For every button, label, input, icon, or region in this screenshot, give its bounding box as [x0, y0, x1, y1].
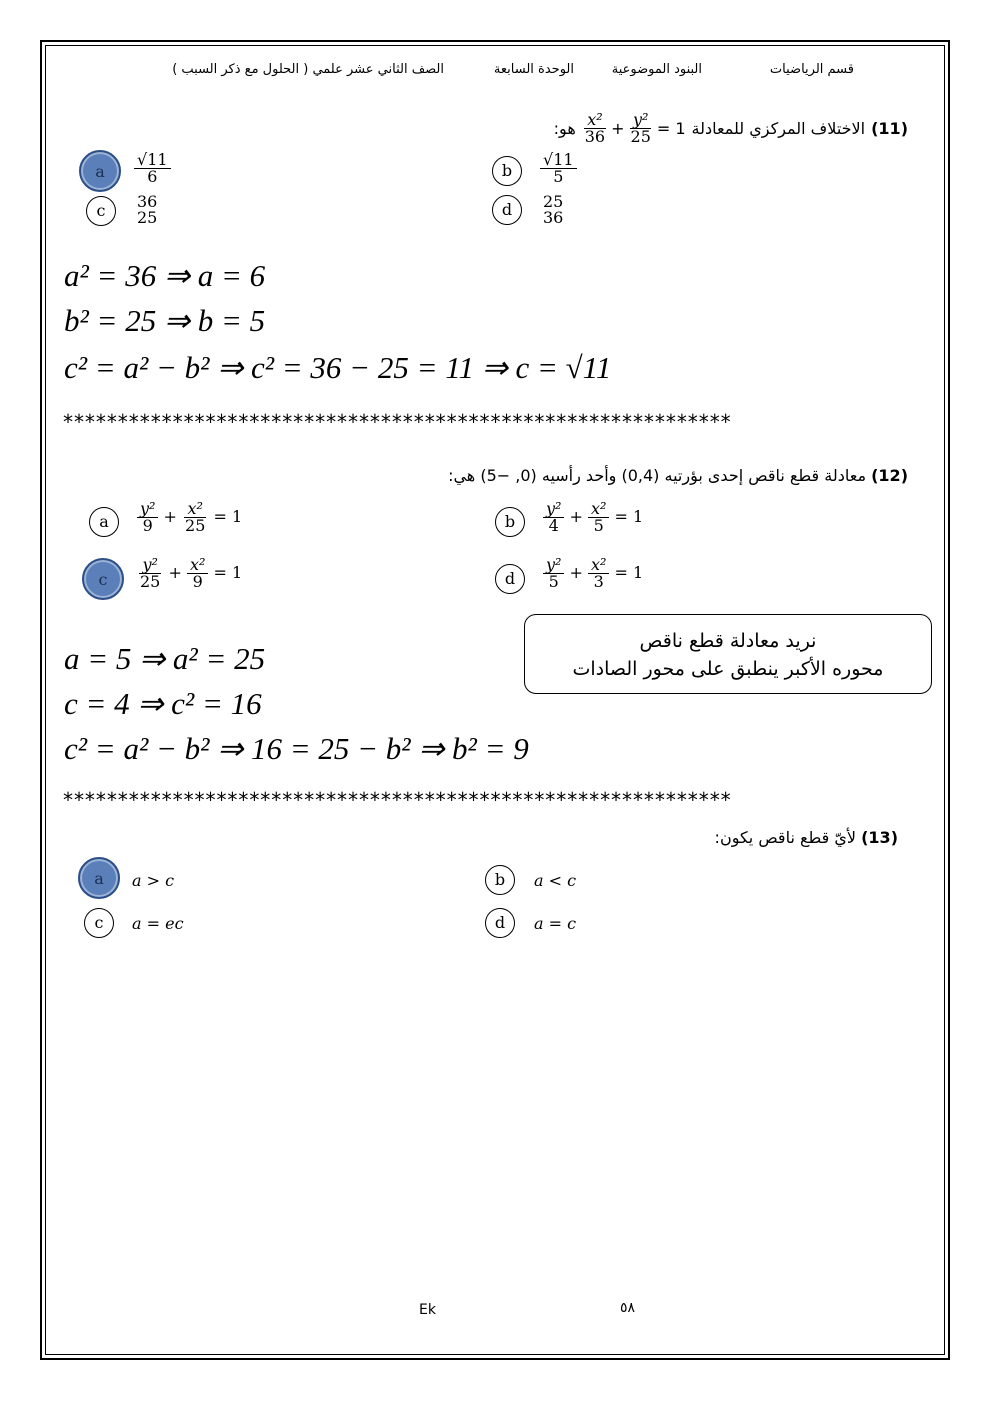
solution-line: c = 4 ⇒ c² = 16: [64, 686, 262, 721]
option-d-circle[interactable]: d: [485, 908, 515, 938]
question-text: معادلة قطع ناقص إحدى بؤرتيه (0,4) وأحد رأسيه (0, −5) هي:: [448, 466, 867, 485]
question-number: (11): [871, 119, 908, 138]
option-b-value: $\frac{\text{y²}}{4}$ + $\frac{\text{x²}}{5}$ = 1: [543, 501, 643, 534]
option-c-circle[interactable]: c: [82, 558, 124, 600]
note-line-2: محوره الأكبر ينطبق على محور الصادات: [572, 658, 884, 680]
option-a-value: a > c: [132, 871, 175, 890]
option-c-value: $\frac{\text{y²}}{25}$ + $\frac{\text{x²}}{9}$ = 1: [140, 555, 243, 591]
solution-line: a² = 36 ⇒ a = 6: [64, 258, 266, 293]
option-a-circle[interactable]: a: [78, 857, 120, 899]
question-13: [715, 828, 898, 847]
option-d-circle[interactable]: d: [495, 564, 525, 594]
explanation-note: [524, 614, 932, 694]
question-12: [448, 466, 908, 485]
solution-line: a = 5 ⇒ a² = 25: [64, 641, 266, 676]
option-b-value: $\frac{√11}{5}$: [540, 152, 577, 185]
option-c-circle[interactable]: c: [86, 196, 116, 226]
option-c-circle[interactable]: c: [84, 908, 114, 938]
option-d-value: $\frac{\text{y²}}{5}$ + $\frac{\text{x²}}{3}$ = 1: [543, 557, 643, 590]
option-b-circle[interactable]: b: [485, 865, 515, 895]
option-a-circle[interactable]: a: [89, 507, 119, 537]
option-a-value: $\frac{√11}{6}$: [134, 152, 171, 185]
option-a-value: $\frac{\text{y²}}{9}$ + $\frac{\text{x²}}{25}$ = 1: [137, 501, 242, 534]
option-d-circle[interactable]: d: [492, 195, 522, 225]
header-grade: الصف الثاني عشر علمي ( الحلول مع ذكر السبب ): [172, 62, 444, 77]
header-unit: الوحدة السابعة: [493, 62, 574, 77]
solution-line: b² = 25 ⇒ b = 5: [64, 303, 266, 338]
header-section: البنود الموضوعية: [611, 62, 702, 77]
question-text-end: هو:: [553, 119, 576, 138]
question-number: (13): [861, 828, 898, 847]
question-number: (12): [871, 466, 908, 485]
option-c-value: a = ec: [132, 914, 184, 933]
separator: *************************************************************: [62, 788, 731, 812]
solution-line: c² = a² − b² ⇒ 16 = 25 − b² ⇒ b² = 9: [64, 731, 529, 766]
option-b-value: a < c: [534, 871, 577, 890]
header-dept: قسم الرياضيات: [769, 62, 854, 77]
question-equation: $\frac{\text{x²}}{36}$ + $\frac{\text{y²}}{25}$ = 1: [584, 110, 686, 146]
page-number: ٥٨: [620, 1300, 636, 1316]
question-11: [554, 112, 908, 145]
option-c-value: 36 25: [137, 192, 158, 227]
separator: *************************************************************: [62, 410, 731, 434]
option-d-value: 25 36: [543, 192, 564, 227]
option-d-value: a = c: [534, 914, 577, 933]
solution-line: c² = a² − b² ⇒ c² = 36 − 25 = 11 ⇒ c = √11: [64, 350, 612, 385]
question-text: لأيّ قطع ناقص يكون:: [714, 828, 857, 847]
note-line-1: نريد معادلة قطع ناقص: [639, 630, 817, 652]
option-b-circle[interactable]: b: [492, 156, 522, 186]
option-a-circle[interactable]: a: [79, 150, 121, 192]
question-text: الاختلاف المركزي للمعادلة: [691, 119, 866, 138]
option-b-circle[interactable]: b: [495, 507, 525, 537]
footer-author: Ek: [419, 1302, 436, 1318]
